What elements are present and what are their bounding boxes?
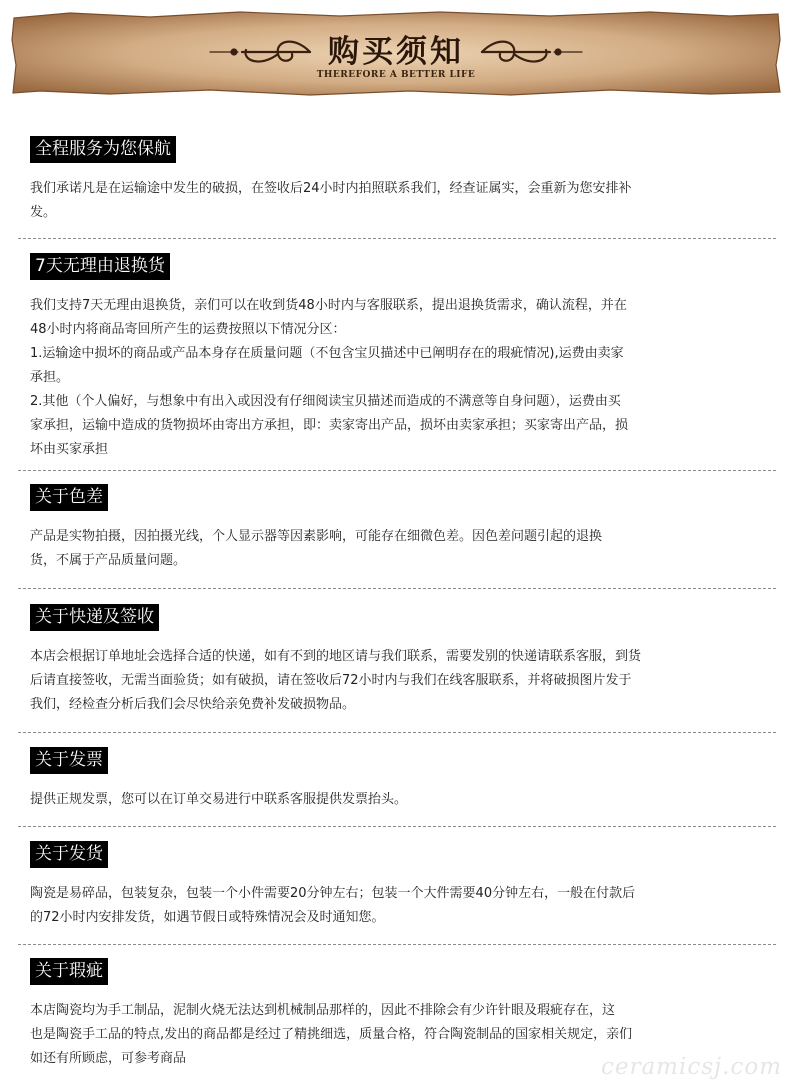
section-body [30,177,775,225]
body-line: 后请直接签收，无需当面验货；如有破损，请在签收后72小时内与我们在线客服联系，并将破损图片发于 [30,673,632,688]
section-color-difference [30,484,775,573]
body-line: 如还有所顾虑，可参考商品 [30,1051,187,1066]
page-subtitle: THEREFORE A BETTER LIFE [316,70,476,80]
dashed-divider [18,588,776,589]
body-line: 的72小时内安排发货，如遇节假日或特殊情况会及时通知您。 [30,910,385,925]
body-line: 承担。 [30,370,70,385]
body-line: 2.其他（个人偏好，与想象中有出入或因没有仔细阅读宝贝描述而造成的不满意等自身问题），运费由买 [30,394,621,409]
page-title: 购买须知 [328,34,464,70]
body-line: 货，不属于产品质量问题。 [30,553,187,568]
dashed-divider [18,732,776,733]
section-heading: 关于色差 [30,484,108,511]
section-invoice [30,747,775,812]
body-line: 我们支持7天无理由退换货，亲们可以在收到货48小时内与客服联系，提出退换货需求，确认流程，并在 [30,298,627,313]
section-heading: 7天无理由退换货 [30,253,170,280]
section-heading: 关于发票 [30,747,108,774]
body-line: 本店陶瓷均为手工制品，泥制火烧无法达到机械制品那样的，因此不排除会有少许针眼及瑕疵存在，这 [30,1003,616,1018]
section-body [30,882,775,930]
body-line: 1.运输途中损坏的商品或产品本身存在质量问题（不包含宝贝描述中已阐明存在的瑕疵情况),运费由卖家 [30,346,624,361]
section-heading: 全程服务为您保航 [30,136,176,163]
section-body [30,294,775,462]
section-heading: 关于瑕疵 [30,958,108,985]
body-line: 本店会根据订单地址会选择合适的快递，如有不到的地区请与我们联系，需要发别的快递请联系客服，到货 [30,649,642,664]
body-line: 坏由买家承担 [30,442,109,457]
body-line: 48小时内将商品寄回所产生的运费按照以下情况分区： [30,322,346,337]
section-body [30,525,775,573]
body-line: 也是陶瓷手工品的特点,发出的商品都是经过了精挑细选，质量合格，符合陶瓷制品的国家相关规定，亲们 [30,1027,633,1042]
body-line: 提供正规发票，您可以在订单交易进行中联系客服提供发票抬头。 [30,792,408,807]
body-line: 我们，经检查分析后我们会尽快给亲免费补发破损物品。 [30,697,356,712]
dashed-divider [18,470,776,471]
body-line: 陶瓷是易碎品，包装复杂，包装一个小件需要20分钟左右；包装一个大件需要40分钟左右，一般在付款后 [30,886,636,901]
watermark: ceramicsj.com [600,1054,782,1080]
dashed-divider [18,944,776,945]
section-service-guarantee [30,136,775,225]
section-heading: 关于发货 [30,841,108,868]
section-7-day-return [30,253,775,462]
body-line: 我们承诺凡是在运输途中发生的破损，在签收后24小时内拍照联系我们，经查证属实，会重新为您安排补 [30,181,632,196]
section-heading: 关于快递及签收 [30,604,159,631]
section-body [30,788,775,812]
dashed-divider [18,826,776,827]
body-line: 发。 [30,205,57,220]
dashed-divider [18,238,776,239]
header-banner [10,10,782,96]
body-line: 家承担，运输中造成的货物损坏由寄出方承担，即：卖家寄出产品，损坏由卖家承担；买家寄出产品，损 [30,418,629,433]
section-body [30,645,775,717]
section-shipping [30,841,775,930]
body-line: 产品是实物拍摄，因拍摄光线，个人显示器等因素影响，可能存在细微色差。因色差问题引起的退换 [30,529,603,544]
section-delivery-signing [30,604,775,717]
